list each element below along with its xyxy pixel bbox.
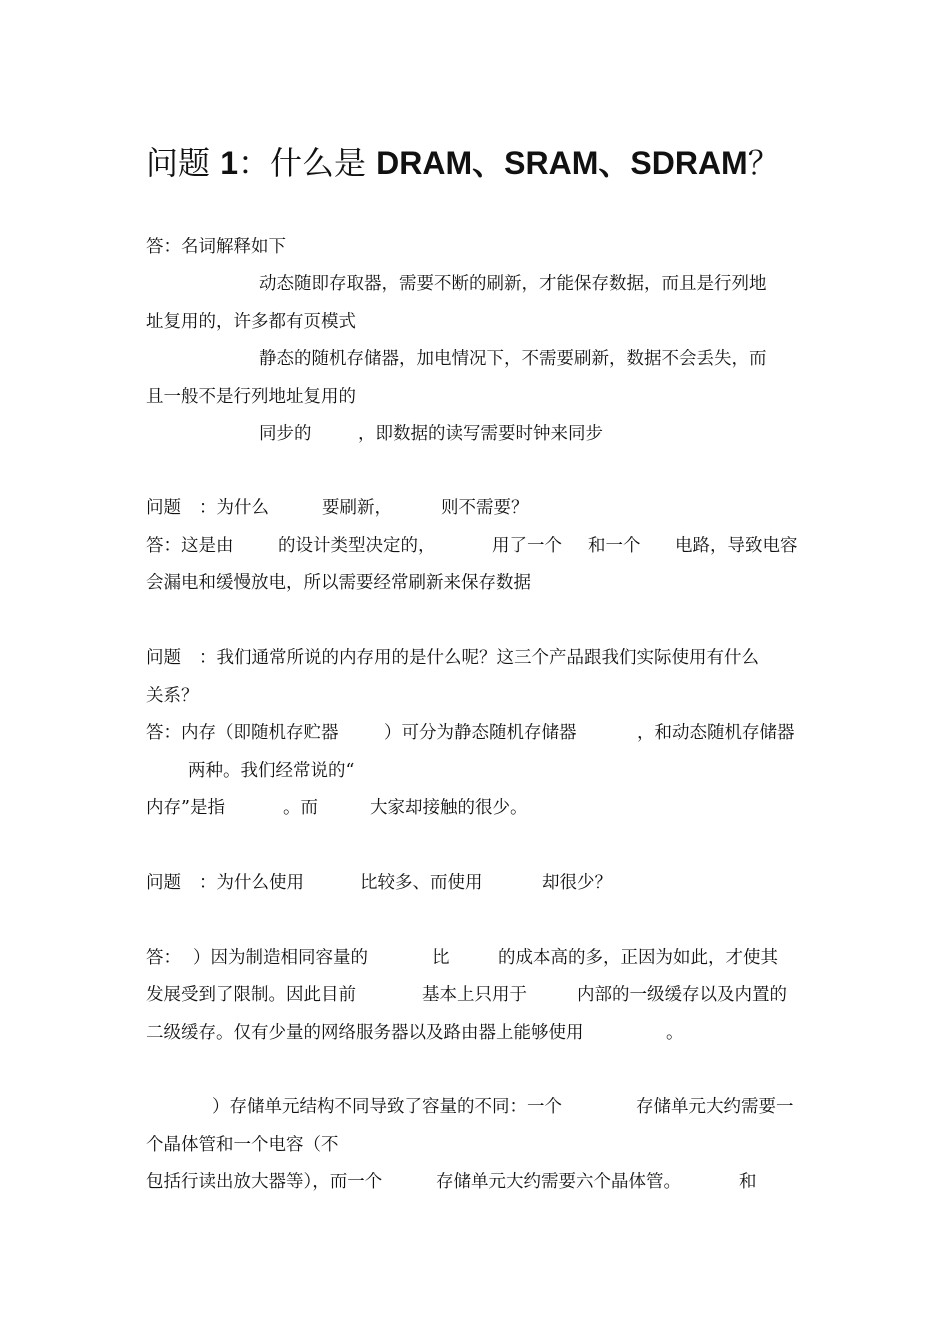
q3-answer-line2: 两种。我们经常说的“ xyxy=(188,761,355,781)
q2-answer-d: 和一个 xyxy=(588,536,641,556)
q4-answer-line3-a: 二级缓存。仅有少量的网络服务器以及路由器上能够使用 xyxy=(146,1023,584,1043)
title-suffix: ？ xyxy=(747,144,780,182)
q4-point2-line2: 个晶体管和一个电容（不 xyxy=(146,1135,339,1155)
title-terms: DRAM、SRAM、SDRAM xyxy=(376,145,748,181)
page-title xyxy=(146,138,780,184)
q4-answer-c: 比 xyxy=(432,948,450,968)
q3-answer-line3-b: 。而 xyxy=(283,798,318,818)
q2-question-b: ：为什么 xyxy=(199,498,269,518)
q4-answer-line2-b: 基本上只用于 xyxy=(422,985,527,1005)
q1-dram-line1: 动态随即存取器，需要不断的刷新，才能保存数据，而且是行列地 xyxy=(259,274,767,294)
q3-answer-b: ）可分为静态随机存储器 xyxy=(384,723,577,743)
q4-answer-line3-b: 。 xyxy=(666,1023,684,1043)
q4-question-b: ：为什么使用 xyxy=(199,873,304,893)
q3-question-a: 问题 xyxy=(146,648,181,668)
q4-point2-b: 存储单元大约需要一 xyxy=(636,1097,794,1117)
q1-sdram-fragment-b: ，即数据的读写需要时钟来同步 xyxy=(358,424,603,444)
q4-answer-line2-a: 发展受到了限制。因此目前 xyxy=(146,985,356,1005)
q4-point2-a: ）存储单元结构不同导致了容量的不同：一个 xyxy=(212,1097,562,1117)
q2-question-d: 则不需要？ xyxy=(441,498,529,518)
q2-question-c: 要刷新， xyxy=(322,498,392,518)
q4-answer-d: 的成本高的多，正因为如此，才使其 xyxy=(498,948,778,968)
q3-question-line2: 关系？ xyxy=(146,686,199,706)
q2-question-a: 问题 xyxy=(146,498,181,518)
q3-answer-a: 答：内存（即随机存贮器 xyxy=(146,723,339,743)
q2-answer-line2: 会漏电和缓慢放电，所以需要经常刷新来保存数据 xyxy=(146,573,531,593)
q1-sram-line2: 且一般不是行列地址复用的 xyxy=(146,387,356,407)
q4-point3-b: 存储单元大约需要六个晶体管。 xyxy=(436,1172,681,1192)
q3-answer-line3-a: 内存”是指 xyxy=(146,798,225,818)
q2-answer-a: 答：这是由 xyxy=(146,536,234,556)
q4-answer-line2-c: 内部的一级缓存以及内置的 xyxy=(577,985,787,1005)
q1-sram-line1: 静态的随机存储器，加电情况下，不需要刷新，数据不会丢失，而 xyxy=(259,349,767,369)
q2-answer-e: 电路，导致电容 xyxy=(675,536,798,556)
q4-answer-b: ）因为制造相同容量的 xyxy=(193,948,368,968)
q1-dram-line2: 址复用的，许多都有页模式 xyxy=(146,312,356,332)
q4-point3-a: 包括行读出放大器等），而一个 xyxy=(146,1172,383,1192)
q3-question-b: ：我们通常所说的内存用的是什么呢？这三个产品跟我们实际使用有什么 xyxy=(199,648,759,668)
q3-answer-c: ，和动态随机存储器 xyxy=(637,723,795,743)
title-number: 1 xyxy=(220,145,238,181)
q3-answer-line3-c: 大家却接触的很少。 xyxy=(370,798,528,818)
title-middle: ：什么是 xyxy=(237,144,377,182)
q4-question-c: 比较多、而使用 xyxy=(360,873,483,893)
q4-point3-c: 和 xyxy=(739,1172,757,1192)
q4-question-d: 却很少？ xyxy=(542,873,612,893)
q2-answer-c: 用了一个 xyxy=(492,536,562,556)
q4-answer-a: 答： xyxy=(146,948,181,968)
q1-answer-intro: 答：名词解释如下 xyxy=(146,237,286,257)
q1-sdram-fragment-a: 同步的 xyxy=(259,424,312,444)
q2-answer-b: 的设计类型决定的， xyxy=(278,536,436,556)
title-prefix: 问题 xyxy=(146,144,221,182)
q4-question-a: 问题 xyxy=(146,873,181,893)
